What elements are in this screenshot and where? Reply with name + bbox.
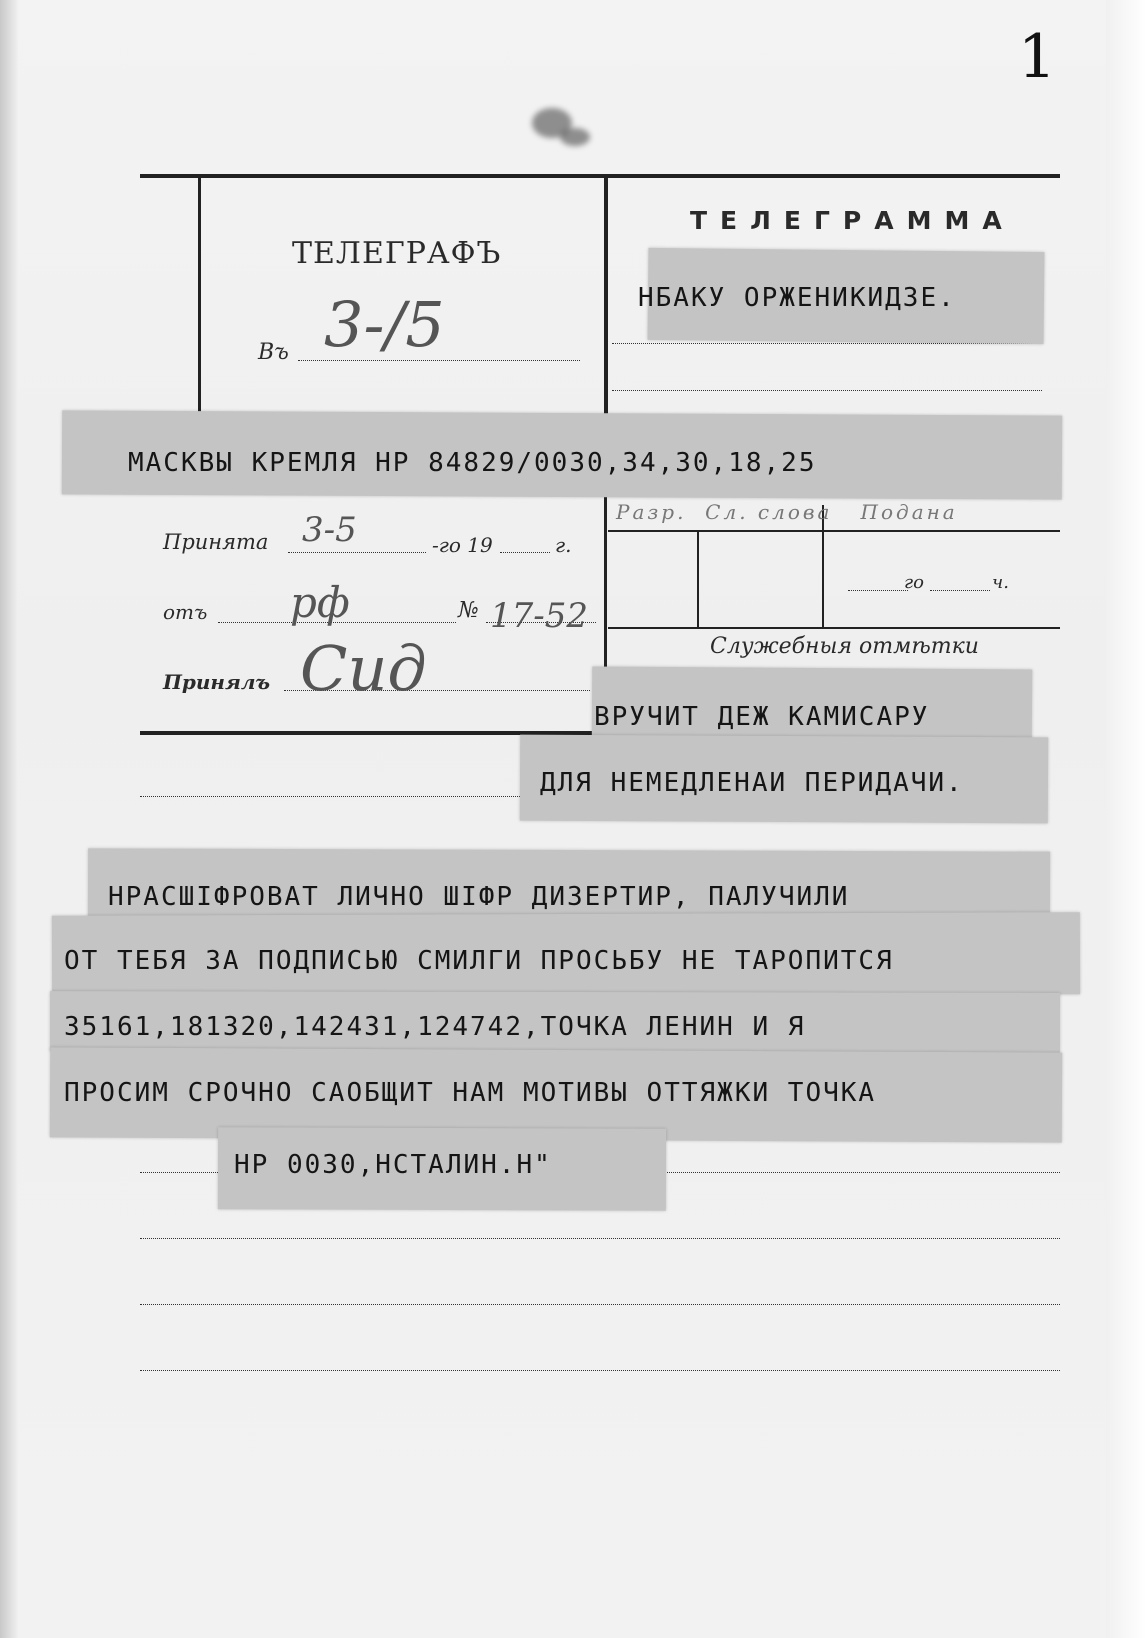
- ot-label: отъ: [163, 600, 208, 624]
- ch-label: ч.: [992, 572, 1009, 593]
- deliver-line2-text: ДЛЯ НЕМЕДЛЕНАИ ПЕРИДАЧИ.: [540, 768, 964, 798]
- left-box-rule: [198, 178, 201, 414]
- grid-line: [608, 530, 1060, 532]
- prinyal-label: Принялъ: [163, 670, 271, 694]
- time-dotted-line: [848, 590, 908, 591]
- ink-smudge: [560, 128, 590, 146]
- body-line5-text: НР 0030,НСТАЛИН.Н": [234, 1150, 552, 1180]
- no-label: №: [458, 598, 479, 623]
- v-handwritten-value: 3-/5: [324, 288, 445, 361]
- paper-right-edge: [1106, 0, 1146, 1638]
- go-19-label: -го 19: [432, 533, 493, 557]
- telegraph-header: ТЕЛЕГРАФЪ: [292, 236, 502, 271]
- grid-line: [697, 530, 699, 627]
- year-suffix-label: г.: [555, 533, 572, 557]
- message-line: [140, 1172, 220, 1173]
- prinyata-dotted-line: [288, 552, 426, 553]
- address-line: [612, 390, 1042, 391]
- message-line: [140, 796, 520, 797]
- telegram-header: ТЕЛЕГРАММА: [690, 206, 1015, 235]
- message-line: [140, 1304, 1060, 1305]
- message-line: [140, 1238, 1060, 1239]
- body-line2-text: ОТ ТЕБЯ ЗА ПОДПИСЬЮ СМИЛГИ ПРОСЬБУ НЕ ТАРОПИТСЯ: [64, 946, 894, 976]
- deliver-line1-text: ВРУЧИТ ДЕЖ КАМИСАРУ: [594, 702, 930, 732]
- origin-text: МАСКВЫ КРЕМЛЯ НР 84829/0030,34,30,18,25: [128, 448, 817, 478]
- prinyal-handwritten-value: Сид: [300, 632, 427, 705]
- middle-divider-rule: [604, 178, 608, 414]
- ot-handwritten-value: рф: [290, 578, 350, 627]
- page-number: 1: [1018, 22, 1057, 92]
- service-marks-label: Служебныя отмѣтки: [710, 634, 979, 659]
- year-dotted-line: [500, 552, 550, 553]
- body-line1-text: НРАСШIФРОВАТ ЛИЧНО ШIФР ДИЗЕРТИР, ПАЛУЧИЛИ: [108, 882, 850, 912]
- prinyata-handwritten-value: 3-5: [302, 510, 357, 550]
- message-line: [640, 1172, 1060, 1173]
- go-label: го: [904, 572, 924, 593]
- body-line4-text: ПРОСИМ СРОЧНО САОБЩИТ НАМ МОТИВЫ ОТТЯЖКИ ТОЧКА: [64, 1078, 877, 1108]
- time-dotted-line-2: [930, 590, 990, 591]
- v-label: Въ: [258, 340, 289, 365]
- addressee-text: НБАКУ ОРЖЕНИКИДЗЕ.: [638, 283, 956, 313]
- top-border-rule: [140, 174, 1060, 178]
- paper-left-edge: [0, 0, 18, 1638]
- lower-middle-divider: [604, 495, 607, 667]
- message-line: [140, 1370, 1060, 1371]
- grid-line: [608, 627, 1060, 629]
- body-line3-text: 35161,181320,142431,124742,ТОЧКА ЛЕНИН И Я: [64, 1012, 806, 1042]
- prinyata-label: Принята: [163, 530, 269, 554]
- no-handwritten-value: 17-52: [490, 596, 589, 636]
- column-heads: Разр. Сл. слова Подана: [616, 500, 958, 524]
